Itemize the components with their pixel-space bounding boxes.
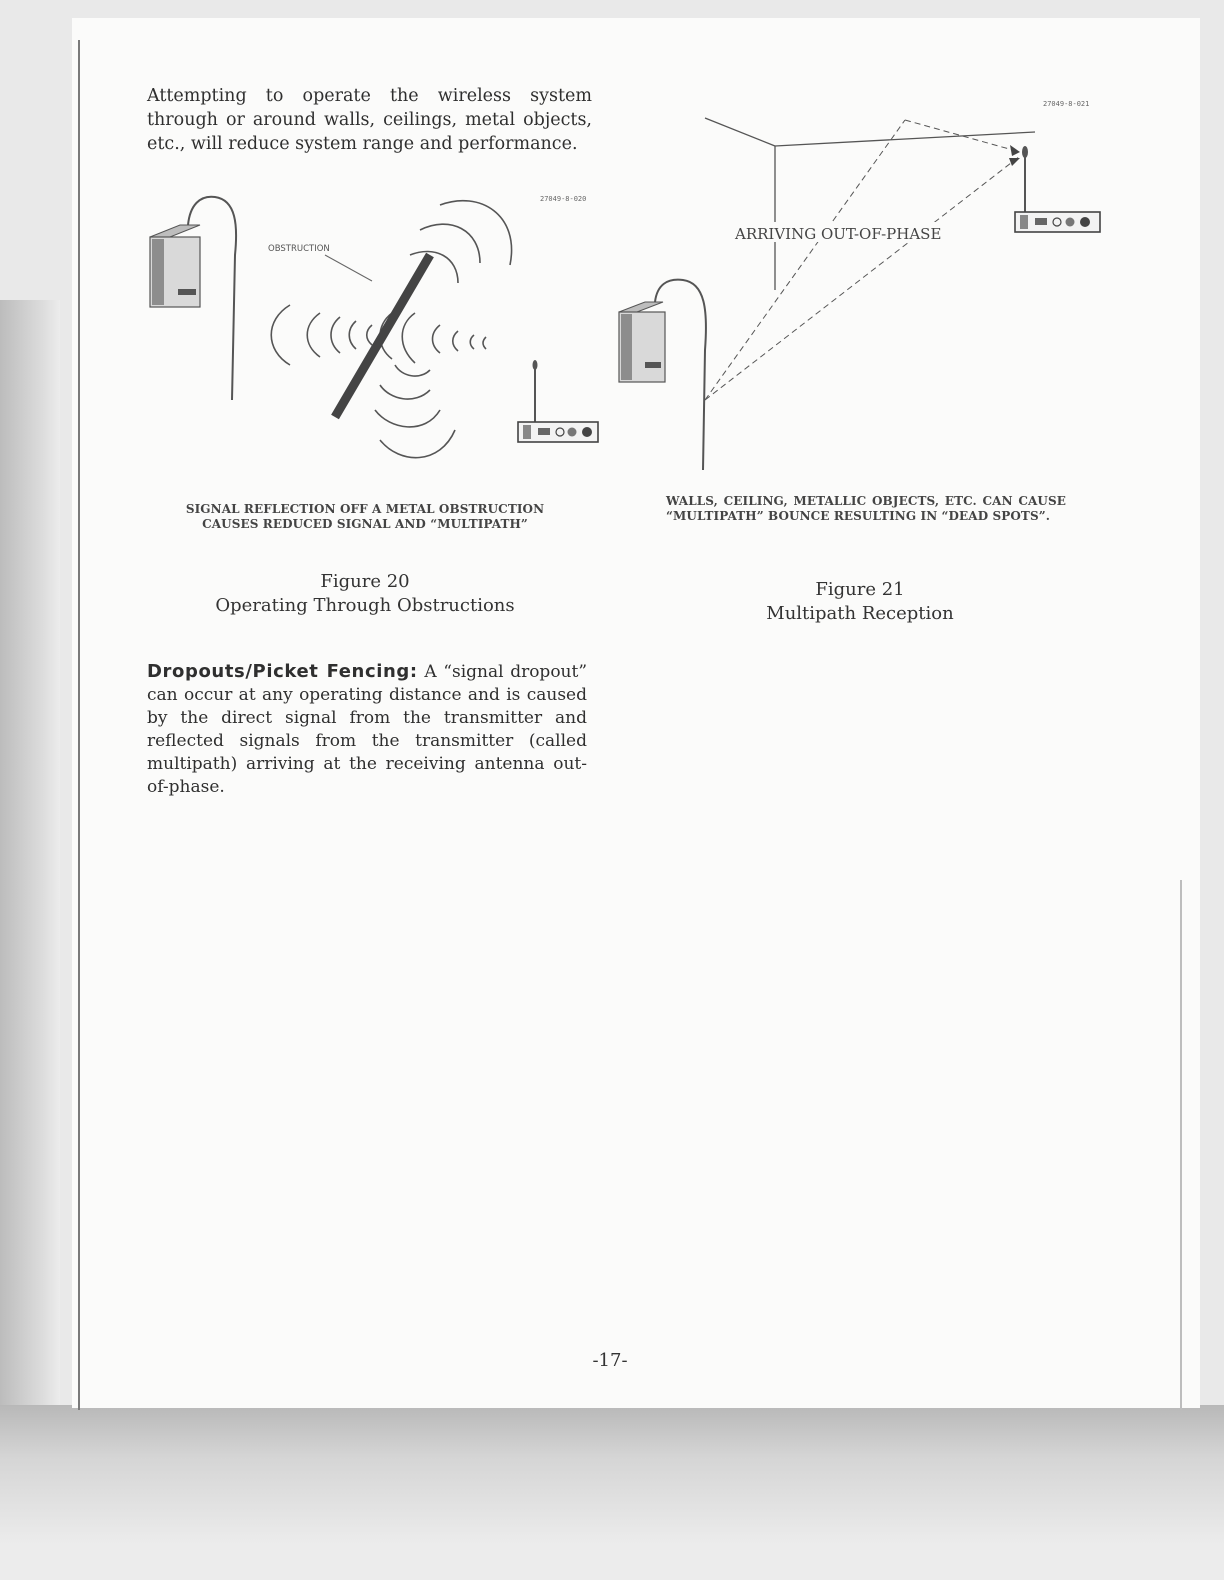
intro-paragraph bbox=[147, 84, 592, 156]
multipath-signal-paths bbox=[705, 120, 1020, 400]
binding-margin-line bbox=[78, 40, 80, 1410]
figure-20-title-block bbox=[160, 570, 570, 618]
bodypack-transmitter-icon bbox=[619, 280, 706, 470]
figure-20-code: 27049-8-020 bbox=[540, 195, 587, 203]
intro-line-1: Attempting to operate the wireless system bbox=[147, 86, 592, 106]
figure-20-title: Operating Through Obstructions bbox=[215, 595, 515, 616]
section-heading: Dropouts/Picket Fencing: bbox=[147, 661, 418, 682]
figure-21-caption: WALLS, CEILING, METALLIC OBJECTS, ETC. CAN CAUSE “MULTIPATH” BOUNCE RESULTING IN “DEAD SPOTS”. bbox=[666, 494, 1066, 523]
section-text: A “signal dropout” can occur at any operating distance and is caused by the direct signal from the transmitter and reflected signals from the transmitter (called multipath) arriving at the receiving antenna out-of-phase. bbox=[147, 662, 588, 797]
dropouts-section bbox=[147, 660, 587, 799]
bodypack-transmitter-icon bbox=[150, 197, 236, 400]
figure-21-title-block bbox=[700, 578, 1020, 626]
obstruction-label: OBSTRUCTION bbox=[268, 244, 330, 254]
figure-21-illustration bbox=[605, 90, 1115, 480]
page-number: -17- bbox=[592, 1350, 628, 1371]
figure-20-caption bbox=[140, 502, 590, 532]
intro-line-2: through or around walls, ceilings, metal objects, bbox=[147, 110, 592, 130]
receiver-unit-icon bbox=[518, 360, 598, 442]
figure-20-number: Figure 20 bbox=[320, 571, 410, 592]
figure-21-number: Figure 21 bbox=[815, 579, 905, 600]
figure-20-caption-line-2: CAUSES REDUCED SIGNAL AND “MULTIPATH” bbox=[202, 517, 528, 531]
arriving-out-of-phase-label: ARRIVING OUT-OF-PHASE bbox=[735, 225, 942, 243]
page-edge-line bbox=[1180, 880, 1182, 1410]
figure-21-code: 27049-8-021 bbox=[1043, 100, 1090, 108]
room-walls-diagram bbox=[705, 118, 1035, 290]
figure-20-illustration bbox=[140, 185, 610, 475]
intro-line-3: etc., will reduce system range and performance. bbox=[147, 134, 578, 154]
figure-21-title: Multipath Reception bbox=[766, 603, 954, 624]
figure-20-caption-line-1: SIGNAL REFLECTION OFF A METAL OBSTRUCTION bbox=[185, 502, 545, 516]
scan-shadow-left bbox=[0, 300, 60, 1580]
scan-shadow-bottom bbox=[0, 1405, 1224, 1580]
receiver-unit-icon bbox=[1015, 146, 1100, 232]
